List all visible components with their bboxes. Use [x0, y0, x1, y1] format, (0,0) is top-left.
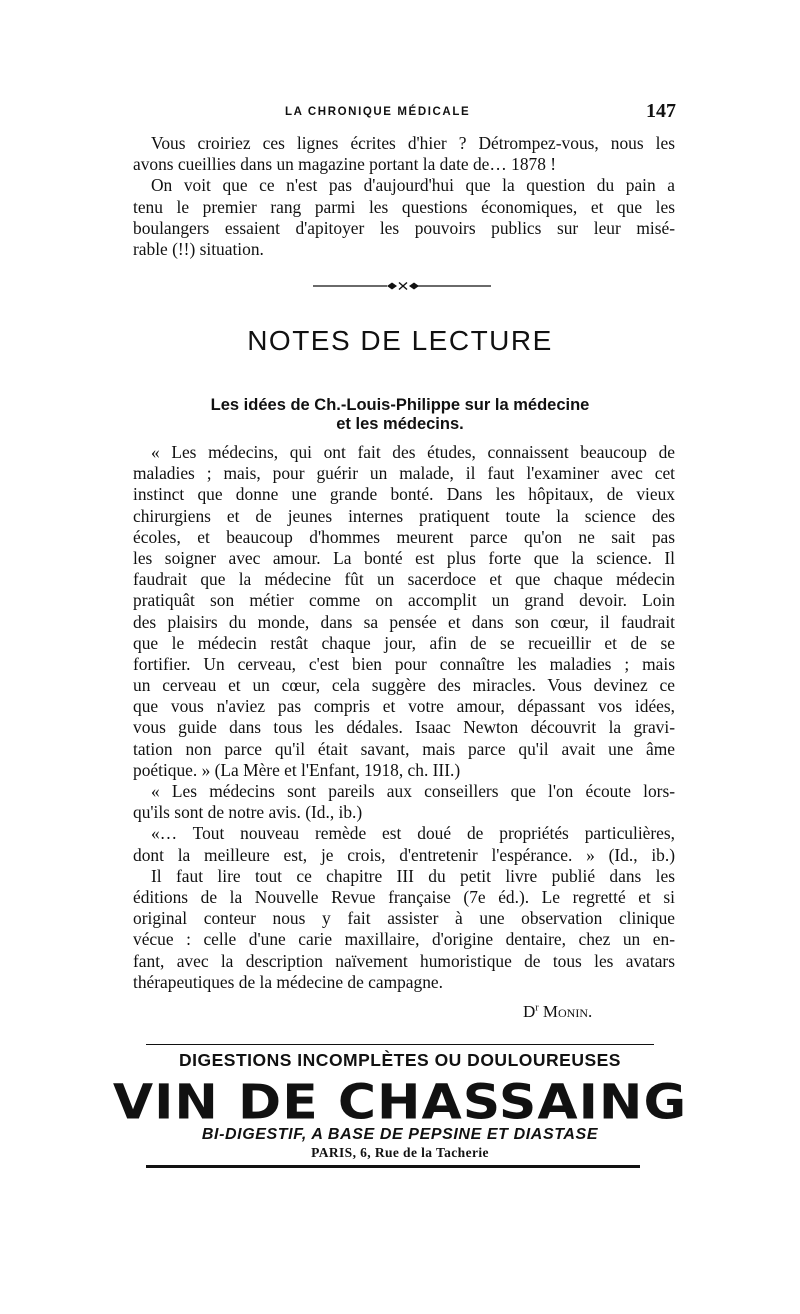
running-title: LA CHRONIQUE MÉDICALE	[285, 106, 471, 118]
intro-paragraph	[133, 133, 675, 260]
text-line: chirurgiens et de jeunes internes pratiquent toute la science des	[133, 505, 675, 526]
text-line: poétique. » (La Mère et l'Enfant, 1918, ch. III.)	[133, 759, 461, 780]
ad-bottom-rule	[146, 1165, 640, 1168]
ad-headline: DIGESTIONS INCOMPLÈTES OU DOULOUREUSES	[179, 1050, 621, 1070]
text-line: « Les médecins sont pareils aux conseillers que l'on écoute lors-	[151, 781, 675, 801]
text-line: des plaisirs du monde, dans sa pensée et dans son cœur, il faudrait	[133, 611, 675, 632]
section-title: NOTES DE LECTURE	[247, 325, 553, 356]
text-line: original conteur nous y fait assister à une observation clinique	[133, 908, 675, 929]
text-line: écoles, et beaucoup d'hommes meurent parce qu'on ne sait pas	[133, 526, 675, 547]
ornament-divider	[313, 280, 491, 292]
signature-sup: r	[535, 1002, 539, 1014]
text-line: les soigner avec amour. La bonté est plus forte que la science. Il	[133, 547, 675, 568]
signature-prefix: D	[523, 1002, 536, 1021]
text-line: maladies ; mais, pour guérir un malade, il faut l'examiner avec cet	[133, 463, 675, 484]
text-line: tation non parce qu'il était savant, mais parce qu'il avait une âme	[133, 738, 675, 759]
signature-name: Monin.	[542, 1002, 593, 1021]
article-subtitle: et les médecins.	[336, 415, 464, 433]
text-line: faudrait que la médecine fût un sacerdoce et que chaque médecin	[133, 569, 675, 590]
ad-top-rule	[146, 1044, 654, 1045]
text-line: Il faut lire tout ce chapitre III du petit livre publié dans les	[151, 865, 675, 886]
ad-product-name: VIN DE CHASSAING	[112, 1075, 688, 1131]
text-line: dont la meilleure est, je crois, d'entretenir l'espérance. » (Id., ib.)	[133, 844, 675, 865]
ad-address: PARIS, 6, Rue de la Tacherie	[311, 1145, 489, 1160]
text-line: rable (!!) situation.	[133, 238, 264, 259]
ad-tagline: BI-DIGESTIF, A BASE DE PEPSINE ET DIASTASE	[201, 1126, 599, 1143]
article-body	[133, 442, 675, 993]
text-line: fant, avec la description naïvement humoristique de tous les avatars	[133, 950, 675, 971]
text-line: tenu le premier rang parmi les questions économiques, et que les	[133, 196, 675, 217]
text-line: vous guide dans tous les dédales. Isaac Newton découvrit la gravi-	[133, 717, 675, 738]
article-subtitle: Les idées de Ch.-Louis-Philippe sur la médecine	[210, 396, 590, 414]
text-line: éditions de la Nouvelle Revue française (7e éd.). Le regretté et si	[133, 886, 675, 907]
text-line: «… Tout nouveau remède est doué de propriétés particulières,	[151, 823, 675, 844]
text-line: instinct que donne une grande bonté. Dans les hôpitaux, de vieux	[133, 484, 675, 505]
text-line: Vous croiriez ces lignes écrites d'hier ? Détrompez-vous, nous les	[151, 133, 675, 153]
text-line: pratiquât son métier comme on accomplit un grand devoir. Loin	[133, 590, 675, 611]
text-line: que vous n'aviez pas compris et votre amour, dépassant vos idées,	[133, 696, 675, 717]
text-line: « Les médecins, qui ont fait des études, connaissent beaucoup de	[151, 442, 675, 462]
text-line: que le médecin restât chaque jour, afin de se recueillir et de se	[133, 632, 675, 653]
text-line: fortifier. Un cerveau, c'est bien pour connaître les maladies ; mais	[133, 653, 675, 674]
text-line: qu'ils sont de notre avis. (Id., ib.)	[133, 802, 363, 823]
text-line: On voit que ce n'est pas d'aujourd'hui que la question du pain a	[151, 175, 675, 196]
text-line: thérapeutiques de la médecine de campagne.	[133, 971, 443, 992]
signature	[523, 1002, 592, 1022]
text-line: un cerveau et un cœur, cela suggère des miracles. Vous devinez ce	[133, 675, 675, 696]
text-line: vécue : celle d'une carie maxillaire, d'origine dentaire, chez un en-	[133, 929, 675, 950]
text-line: avons cueillies dans un magazine portant la date de… 1878 !	[133, 154, 557, 175]
text-line: boulangers essaient d'apitoyer les pouvoirs publics sur leur misé-	[133, 217, 675, 238]
page-number: 147	[646, 100, 676, 122]
